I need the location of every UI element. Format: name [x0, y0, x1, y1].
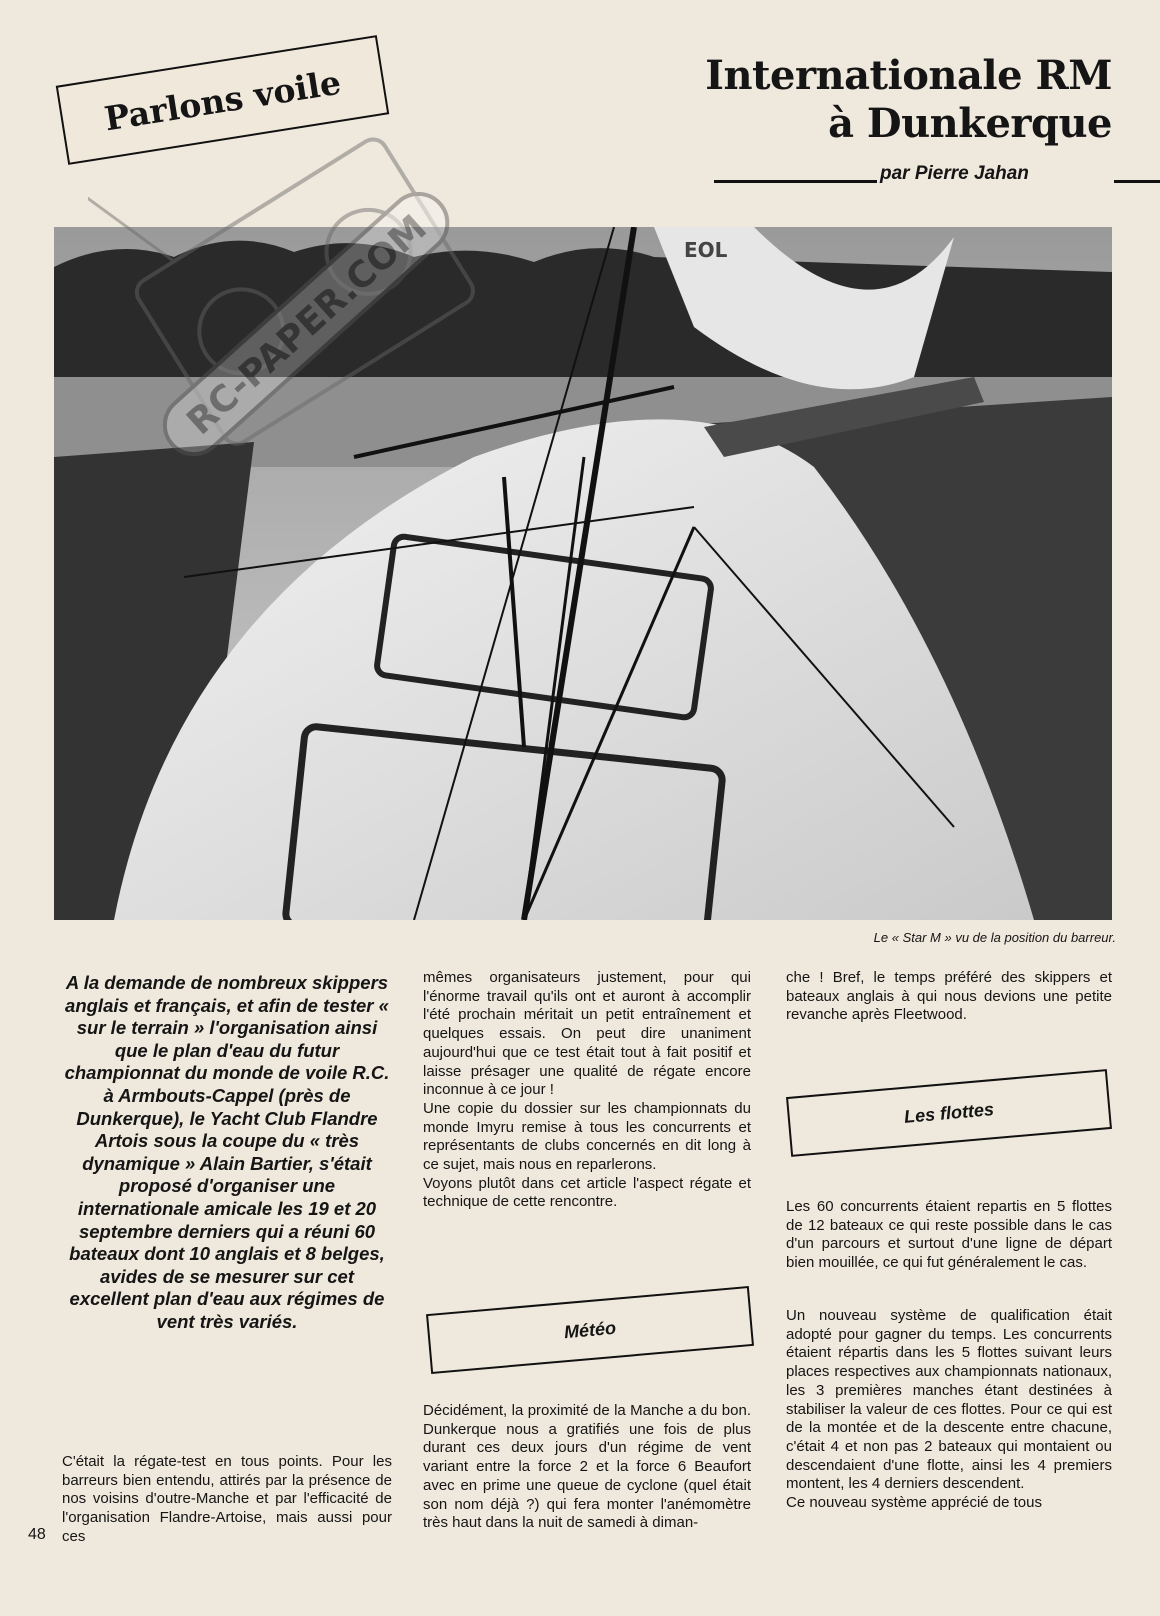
byline: par Pierre Jahan	[880, 163, 1029, 184]
column-2-top	[423, 969, 751, 1212]
column-3-paragraph-1: che ! Bref, le temps préféré des skippers et bateaux anglais à qui nous devions une petite revanche après Fleetwood.	[786, 969, 1112, 1024]
heading-flottes: Les flottes	[786, 1069, 1112, 1157]
title-line-1: Internationale RM	[705, 52, 1112, 99]
title-line-2: à Dunkerque	[828, 100, 1112, 147]
column-2-paragraph-2: Une copie du dossier sur les championnats du monde Imyru remise à tous les concurrents et représentants de clubs concernés en dit long à ce sujet, mais nous en reparlerons.	[423, 1099, 751, 1174]
heading-meteo: Météo	[426, 1286, 754, 1374]
column-2-paragraph-3: Voyons plutôt dans cet article l'aspect régate et technique de cette rencontre.	[423, 1174, 751, 1211]
column-3-bottom	[786, 1307, 1112, 1513]
section-tag: Parlons voile	[56, 35, 390, 165]
column-2-bottom	[423, 1402, 751, 1533]
sail-marking: EOL	[684, 238, 728, 262]
watermark-logo	[88, 80, 508, 500]
column-2-paragraph-1: mêmes organisateurs justement, pour qui l'énorme travail qu'ils ont et auront à accomplir l'été prochain méritait un petit entraînement et quelques essais. On peut dire unaniment aujourd'hui que ce test était tout à fait positif et laisse présager une qualité de régate encore inconnue à ce jour !	[423, 969, 751, 1099]
column-3-paragraph-2: Les 60 concurrents étaient repartis en 5 flottes de 12 bateaux ce qui reste possible dans le cas d'un parcours et surtout d'une ligne de départ bien mouillée, ce qui fut généralement le cas.	[786, 1198, 1112, 1272]
byline-rule-right	[1114, 180, 1160, 183]
column-3-paragraph-4: Ce nouveau système apprécié de tous	[786, 1494, 1042, 1512]
photo-caption: Le « Star M » vu de la position du barreur.	[873, 930, 1116, 945]
column-3-paragraph-3: Un nouveau système de qualification était adopté pour gagner du temps. Les concurrents étaient répartis dans les 5 flottes suivant leurs places respectives aux championnats nationaux, les 3 premières manches étant destinées à stabiliser la valeur de ces flottes. Pour ce qui est de la montée et de la descente entre chacune, c'était 4 et non pas 2 bateaux qui montaient ou descendaient d'une flotte, ainsi les 4 premiers montent, les 4 derniers descendent.	[786, 1307, 1112, 1493]
column-1	[62, 1453, 392, 1547]
column-2-paragraph-4: Décidément, la proximité de la Manche a du bon. Dunkerque nous a gratifiés une fois de plus durant ces deux jours d'un régime de vent variant entre la force 2 et la force 6 Beaufort avec en prime une queue de cyclone (quel était son nom déjà ?) qui fera monter l'anémomètre très haut dans la nuit de samedi à diman-	[423, 1402, 751, 1532]
column-3-middle	[786, 1198, 1112, 1273]
watermark-text: RC-PAPER.COM	[179, 207, 435, 444]
column-3-top	[786, 969, 1112, 1025]
column-1-paragraph: C'était la régate-test en tous points. Pour les barreurs bien entendu, attirés par la présence de nos voisins d'outre-Manche et par l'efficacité de l'organisation Flandre-Artoise, mais aussi pour ces	[62, 1453, 392, 1545]
byline-rule-left	[714, 180, 877, 183]
page-number: 48	[28, 1526, 46, 1543]
lead-paragraph: A la demande de nombreux skippers anglais et français, et afin de tester « sur le terrain » l'organisation ainsi que le plan d'eau du futur championnat du monde de voile R.C. à Armbouts-Cappel (près de Dunkerque), le Yacht Club Flandre Artois sous la coupe du « très dynamique » Alain Bartier, s'était proposé d'organiser une internationale amicale les 19 et 20 septembre derniers qui a réuni 60 bateaux dont 10 anglais et 8 belges, avides de se mesurer sur cet excellent plan d'eau aux régimes de vent très variés.	[64, 972, 390, 1332]
article-title	[705, 52, 1112, 148]
